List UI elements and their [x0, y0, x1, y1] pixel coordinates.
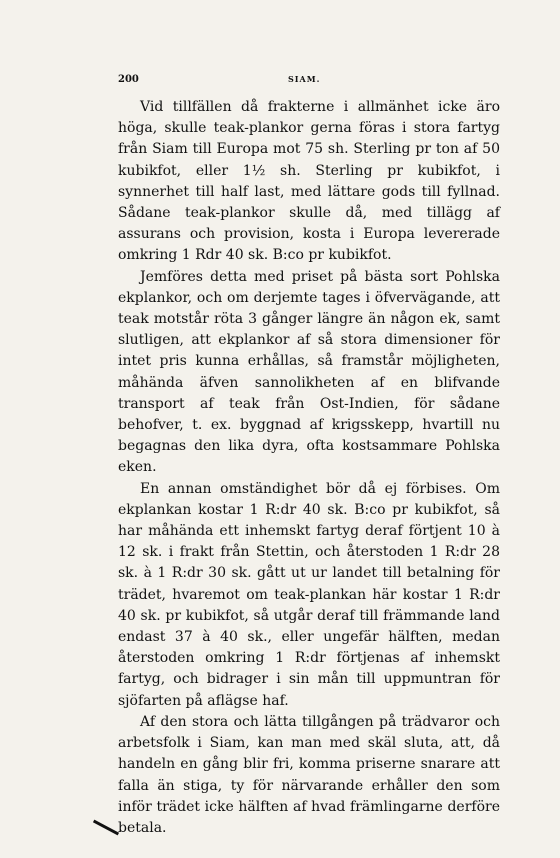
- paragraph-4: [118, 712, 500, 839]
- paragraph-text: Af den stora och lätta tillgången på trädvaror och arbetsfolk i Siam, kan man med skäl sluta, att, då handeln en gång blir fri, komma priserne snarare att falla än stiga, ty för närvarande erhåller den som inför trädet icke hälften af hvad främlingarne derföre betala.: [118, 713, 500, 836]
- paragraph-2: [118, 267, 500, 479]
- paragraph-3: [118, 479, 500, 712]
- paragraph-text: Vid tillfällen då frakterne i allmänhet icke äro höga, skulle teak-plankor gerna föras i stora fartyg från Siam till Europa mot 75 sh. Sterling pr ton af 50 kubikfot, eller 1½ sh. Sterling pr kubikfot, i synnerhet till half last, med lättare gods till fyllnad. Sådane teak-plankor skulle då, med tillägg af assurans och provision, kosta i Europa levererade omkring 1 Rdr 40 sk. B:co pr kubikfot.: [118, 99, 500, 264]
- paragraph-text: Jemföres detta med priset på bästa sort Pohlska ekplankor, och om derjemte tages i öfvervägande, att teak motstår röta 3 gånger längre än någon ek, samt slutligen, att ekplankor af så stora dimensioner för intet pris kunna erhållas, så framstår möjligheten, måhända äfven sannolikheten af en blifvande transport af teak från Ost-Indien, för sådane behofver, t. ex. byggnad af krigsskepp, hvartill nu begagnas den lika dyra, ofta kostsammare Pohlska eken.: [118, 268, 500, 476]
- paragraph-text: En annan omständighet bör då ej förbises. Om ekplankan kostar 1 R:dr 40 sk. B:co pr kubikfot, så har måhända ett inhemskt fartyg deraf förtjent 10 à 12 sk. i frakt från Stettin, och återstoden 1 R:dr 28 sk. à 1 R:dr 30 sk. gått ut ur landet till betalning för trädet, hvaremot om teak-plankan här kostar 1 R:dr 40 sk. pr kubikfot, så utgår deraf till främmande land endast 37 à 40 sk., eller ungefär hälften, medan återstoden omkring 1 R:dr förtjenas af inhemskt fartyg, och bidrager i sin mån till uppmuntran för sjöfarten på aflägse haf.: [118, 480, 500, 709]
- page-header: [118, 74, 498, 90]
- running-head: SIAM.: [288, 74, 321, 84]
- ink-mark: [93, 820, 119, 836]
- paragraph-1: [118, 97, 500, 267]
- page-number: 200: [118, 74, 139, 85]
- body-text: [118, 97, 500, 839]
